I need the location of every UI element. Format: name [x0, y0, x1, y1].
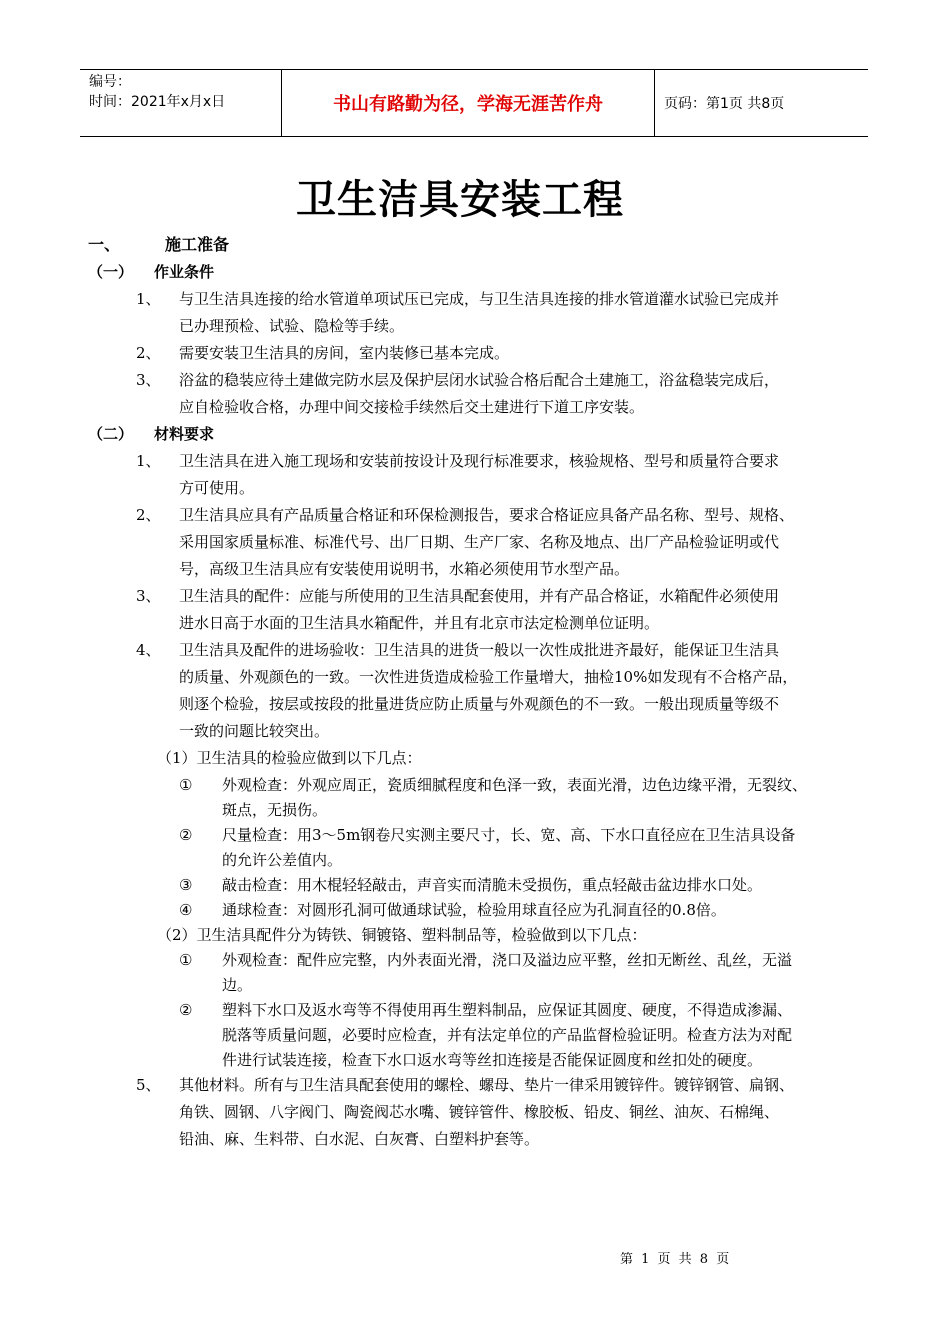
- paragraph-line: 进水日高于水面的卫生洁具水箱配件，并且有北京市法定检测单位证明。: [179, 614, 660, 632]
- paragraph-line: 尺量检查：用3～5m钢卷尺实测主要尺寸，长、宽、高、下水口直径应在卫生洁具设备: [222, 826, 796, 844]
- paragraph-line: 已办理预检、试验、隐检等手续。: [179, 317, 405, 335]
- paragraph-line: 卫生洁具及配件的进场验收：卫生洁具的进货一般以一次性成批进齐最好，能保证卫生洁具: [179, 641, 780, 659]
- paragraph-line: 采用国家质量标准、标准代号、出厂日期、生产厂家、名称及地点、出厂产品检验证明或代: [179, 533, 780, 551]
- document-number-label: 编号：: [89, 74, 131, 90]
- paragraph-line: 卫生洁具在进入施工现场和安装前按设计及现行标准要求，核验规格、型号和质量符合要求: [179, 452, 780, 470]
- paragraph-line: 通球检查：对圆形孔洞可做通球试验，检验用球直径应为孔洞直径的0.8倍。: [222, 901, 726, 919]
- paragraph-line: 敲击检查：用木棍轻轻敲击，声音实而清脆未受损伤，重点轻敲击盆边排水口处。: [222, 876, 763, 894]
- subsection-title: 作业条件: [154, 263, 215, 281]
- paragraph-line: 的允许公差值内。: [222, 851, 343, 869]
- paragraph-line: 脱落等质量问题，必要时应检查，并有法定单位的产品监督检验证明。检查方法为对配: [222, 1026, 793, 1044]
- check-heading: （2）卫生洁具配件分为铸铁、铜镀铬、塑料制品等，检验做到以下几点：: [157, 926, 647, 944]
- paragraph-line: 的质量、外观颜色的一致。一次性进货造成检验工作量增大，抽检10%如发现有不合格产品，: [179, 668, 798, 686]
- circled-number: ②: [179, 1001, 193, 1019]
- list-item-number: 1、: [136, 452, 161, 470]
- paragraph-line: 则逐个检验，按层或按段的批量进货应防止质量与外观颜色的不一致。一般出现质量等级不: [179, 695, 780, 713]
- list-item-number: 3、: [136, 371, 161, 389]
- document-title: 卫生洁具安装工程: [296, 177, 624, 223]
- page-header: [80, 69, 868, 137]
- paragraph-line: 件进行试装连接，检查下水口返水弯等丝扣连接是否能保证圆度和丝扣处的硬度。: [222, 1051, 763, 1069]
- paragraph-line: 与卫生洁具连接的给水管道单项试压已完成，与卫生洁具连接的排水管道灌水试验已完成并: [179, 290, 780, 308]
- subsection-heading: [88, 424, 215, 444]
- circled-number: ①: [179, 951, 193, 969]
- paragraph-line: 号，高级卫生洁具应有安装使用说明书，水箱必须使用节水型产品。: [179, 560, 630, 578]
- header-motto: 书山有路勤为径，学海无涯苦作舟: [281, 70, 655, 136]
- header-info-cell: [80, 70, 281, 136]
- circled-number: ④: [179, 901, 193, 919]
- circled-number: ①: [179, 776, 193, 794]
- circled-number: ②: [179, 826, 193, 844]
- page-footer: 第 1 页 共 8 页: [620, 1252, 732, 1267]
- list-item-number: 2、: [136, 506, 161, 524]
- section-number: 一、: [88, 235, 121, 254]
- subsection-number: （二）: [88, 425, 134, 443]
- paragraph-line: 边。: [222, 976, 253, 994]
- list-item-number: 5、: [136, 1076, 161, 1094]
- list-item-number: 1、: [136, 290, 161, 308]
- section-title: 施工准备: [165, 235, 230, 254]
- paragraph-line: 卫生洁具应具有产品质量合格证和环保检测报告，要求合格证应具备产品名称、型号、规格、: [179, 506, 795, 524]
- paragraph-line: 一致的问题比较突出。: [179, 722, 330, 740]
- paragraph-line: 铅油、麻、生料带、白水泥、白灰膏、白塑料护套等。: [179, 1130, 540, 1148]
- check-heading: （1）卫生洁具的检验应做到以下几点：: [157, 749, 422, 767]
- paragraph-line: 浴盆的稳装应待土建做完防水层及保护层闭水试验合格后配合土建施工，浴盆稳装完成后，: [179, 371, 780, 389]
- paragraph-line: 方可使用。: [179, 479, 255, 497]
- subsection-title: 材料要求: [154, 425, 215, 443]
- paragraph-line: 外观检查：外观应周正，瓷质细腻程度和色泽一致，表面光滑，边色边缘平滑，无裂纹、: [222, 776, 808, 794]
- paragraph-line: 需要安装卫生洁具的房间，室内装修已基本完成。: [179, 344, 510, 362]
- list-item-number: 4、: [136, 641, 161, 659]
- paragraph-line: 塑料下水口及返水弯等不得使用再生塑料制品，应保证其圆度、硬度，不得造成渗漏、: [222, 1001, 793, 1019]
- paragraph-line: 角铁、圆钢、八字阀门、陶瓷阀芯水嘴、镀锌管件、橡胶板、铅皮、铜丝、油灰、石棉绳、: [179, 1103, 780, 1121]
- header-page-code: 页码：第1页 共8页: [664, 96, 785, 112]
- paragraph-line: 斑点，无损伤。: [222, 801, 328, 819]
- list-item-number: 2、: [136, 344, 161, 362]
- paragraph-line: 其他材料。所有与卫生洁具配套使用的螺栓、螺母、垫片一律采用镀锌件。镀锌钢管、扁钢、: [179, 1076, 795, 1094]
- circled-number: ③: [179, 876, 193, 894]
- paragraph-line: 外观检查：配件应完整，内外表面光滑，浇口及溢边应平整，丝扣无断丝、乱丝，无溢: [222, 951, 793, 969]
- section-heading: [88, 235, 230, 255]
- subsection-heading: [88, 262, 215, 282]
- document-time-label: 时间：2021年x月x日: [89, 94, 226, 110]
- subsection-number: （一）: [88, 263, 134, 281]
- paragraph-line: 应自检验收合格，办理中间交接检手续然后交土建进行下道工序安装。: [179, 398, 645, 416]
- paragraph-line: 卫生洁具的配件：应能与所使用的卫生洁具配套使用，并有产品合格证，水箱配件必须使用: [179, 587, 780, 605]
- list-item-number: 3、: [136, 587, 161, 605]
